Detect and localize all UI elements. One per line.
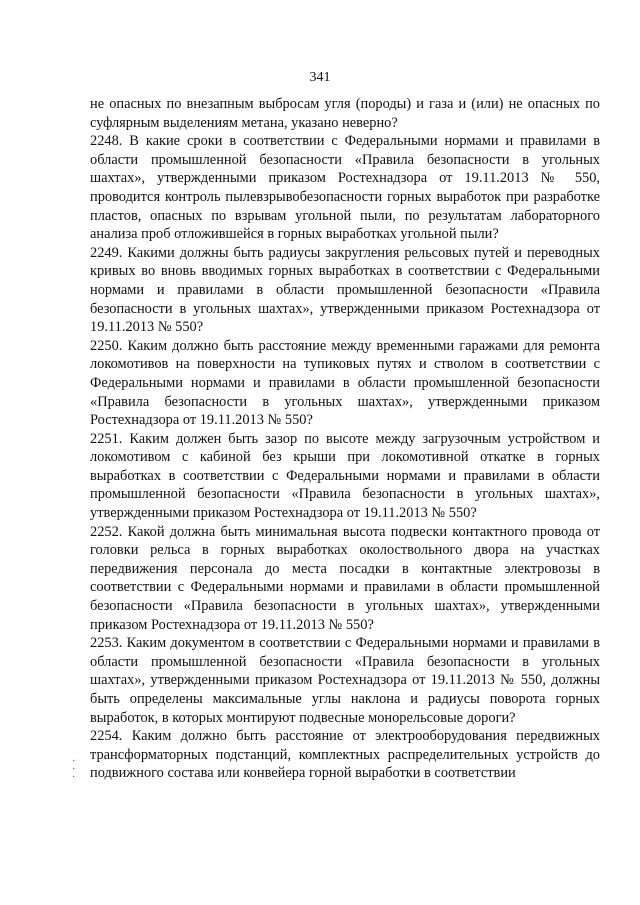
question-2249: 2249. Какими должны быть радиусы закругления рельсовых путей и переводных кривых во вновь вводимых горных выработках в соответствии с Федеральными нормами и правилами в области промышленной безопасности «Правила безопасности в угольных шахтах», утвержденными приказом Ростехнадзора от 19.11.2013 № 550? (90, 244, 600, 336)
scan-margin-marks: · · · (72, 756, 76, 783)
page-body (90, 95, 600, 783)
question-2248: 2248. В какие сроки в соответствии с Федеральными нормами и правилами в области промышленной безопасности «Правила безопасности в угольных шахтах», утвержденными приказом Ростехнадзора от 19.11.2013 № 550, проводится контроль пылевзрывобезопасности горных выработок при разработке пластов, опасных по взрывам угольной пыли, по результатам лабораторного анализа проб отложившейся в горных выработках угольной пыли? (90, 133, 600, 243)
question-2250: 2250. Каким должно быть расстояние между временными гаражами для ремонта локомотивов на поверхности на тупиковых путях и стволом в соответствии с Федеральными нормами и правилами в области промышленной безопасности «Правила безопасности в угольных шахтах», утвержденными приказом Ростехнадзора от 19.11.2013 № 550? (90, 337, 600, 429)
question-2253: 2253. Каким документом в соответствии с Федеральными нормами и правилами в области промышленной безопасности «Правила безопасности в угольных шахтах», утвержденными приказом Ростехнадзора от 19.11.2013 № 550, должны быть определены максимальные углы наклона и радиусы поворота горных выработок, в которых монтируют подвесные монорельсовые дороги? (90, 635, 600, 726)
paragraph-continuation: не опасных по внезапным выбросам угля (породы) и газа и (или) не опасных по суфлярным выделениям метана, указано неверно? (90, 96, 600, 131)
question-2254: 2254. Каким должно быть расстояние от электрооборудования передвижных трансформаторных подстанций, комплектных распределительных устройств до подвижного состава или конвейера горной выработки в соответствии (90, 728, 600, 782)
question-2252: 2252. Какой должна быть минимальная высота подвески контактного провода от головки рельса в горных выработках околоствольного двора на участках передвижения персонала до места посадки в контактные электровозы в соответствии с Федеральными нормами и правилами в области промышленной безопасности «Правила безопасности в угольных шахтах», утвержденными приказом Ростехнадзора от 19.11.2013 № 550? (90, 523, 600, 633)
page-number: 341 (309, 70, 331, 85)
question-2251: 2251. Каким должен быть зазор по высоте между загрузочным устройством и локомотивом с кабиной без крыши при локомотивной откатке в горных выработках в соответствии с Федеральными нормами и правилами в области промышленной безопасности «Правила безопасности в угольных шахтах», утвержденными приказом Ростехнадзора от 19.11.2013 № 550? (90, 430, 600, 522)
